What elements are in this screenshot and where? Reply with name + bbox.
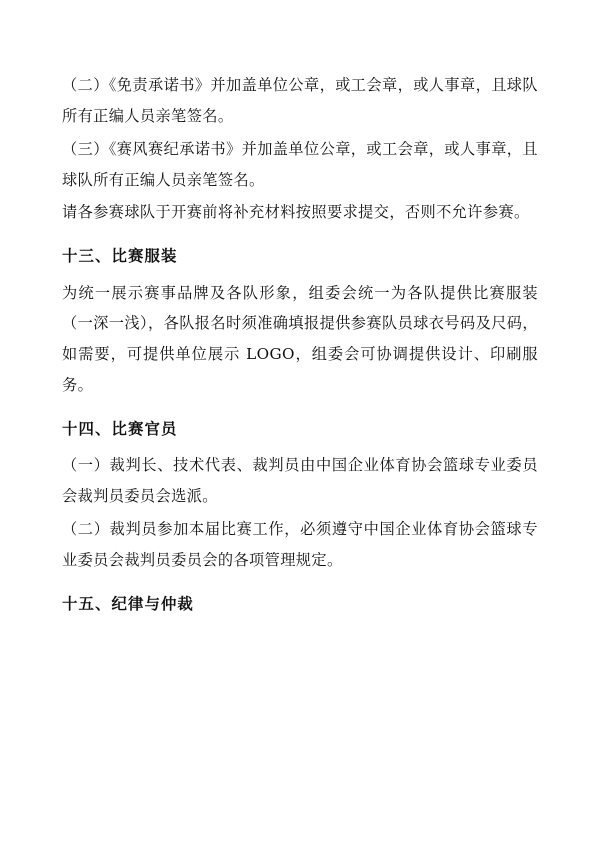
heading-13-competition-uniform: 十三、比赛服装 [62, 247, 178, 266]
paragraph-submission-deadline: 请各参赛球队于开赛前将补充材料按照要求提交，否则不允许参赛。 [62, 203, 530, 222]
clause-3-discipline-pledge: （三）《赛风赛纪承诺书》并加盖单位公章，或工会章，或人事章，且球队所有正编人员亲笔签名。 [62, 139, 538, 189]
heading-15-discipline-arbitration: 十五、纪律与仲裁 [62, 594, 194, 613]
clause-2-referee-regulations: （二）裁判员参加本届比赛工作，必须遵守中国企业体育协会篮球专业委员会裁判员委员会的各项管理规定。 [62, 519, 538, 569]
paragraph-uniform-details: 为统一展示赛事品牌及各队形象，组委会统一为各队提供比赛服装（一深一浅），各队报名时须准确填报提供参赛队员球衣号码及尺码，如需要，可提供单位展示 LOGO，组委会可协调提供设计、印刷服务。 [62, 283, 538, 395]
clause-2-liability-waiver: （二）《免责承诺书》并加盖单位公章，或工会章，或人事章，且球队所有正编人员亲笔签名。 [62, 76, 538, 125]
heading-14-competition-officials: 十四、比赛官员 [62, 420, 178, 438]
clause-1-referee-assignment: （一）裁判长、技术代表、裁判员由中国企业体育协会篮球专业委员会裁判员委员会选派。 [62, 456, 538, 506]
document-body [62, 70, 538, 620]
